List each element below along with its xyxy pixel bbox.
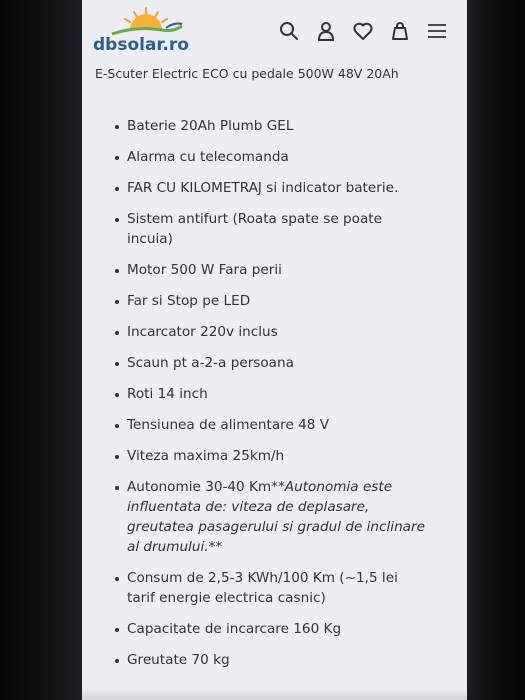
list-item: Incarcator 220v inclus	[82, 322, 467, 342]
list-item: Tensiunea de alimentare 48 V	[82, 415, 467, 435]
heart-icon[interactable]	[351, 19, 375, 43]
list-item: Baterie 20Ah Plumb GEL	[82, 116, 467, 136]
list-item: FAR CU KILOMETRAJ si indicator baterie.	[82, 178, 467, 198]
list-item: Sistem antifurt (Roata spate se poate incuia)	[82, 209, 467, 249]
list-item: Greutate 70 kg	[82, 650, 467, 670]
product-title: E-Scuter Electric ECO cu pedale 500W 48V 20Ah	[95, 66, 399, 81]
device-frame-left	[0, 0, 82, 700]
phone-screen	[82, 0, 467, 700]
list-item: Consum de 2,5-3 KWh/100 Km (~1,5 lei tarif energie electrica casnic)	[82, 568, 467, 608]
list-item: Motor 500 W Fara perii	[82, 260, 467, 280]
search-icon[interactable]	[277, 19, 301, 43]
autonomy-note: Autonomia este influentata de: viteza de deplasare, greutatea pasagerului si gradul de inclinare al drumului.**	[127, 479, 425, 555]
logo-text: dbsolar.ro	[93, 35, 189, 55]
site-logo[interactable]	[92, 4, 202, 54]
list-item: Scaun pt a-2-a persoana	[82, 353, 467, 373]
list-item: Roti 14 inch	[82, 384, 467, 404]
bag-icon[interactable]	[388, 19, 412, 43]
header-icons	[277, 18, 449, 44]
list-item: Alarma cu telecomanda	[82, 147, 467, 167]
list-item-autonomy	[82, 477, 467, 557]
site-header	[82, 0, 467, 60]
screen-bottom-edge	[82, 688, 467, 700]
sun-logo-icon	[106, 4, 186, 38]
feature-list	[82, 116, 467, 681]
list-item: Far si Stop pe LED	[82, 291, 467, 311]
user-icon[interactable]	[314, 19, 338, 43]
menu-icon[interactable]	[425, 19, 449, 43]
list-item: Viteza maxima 25km/h	[82, 446, 467, 466]
list-item: Capacitate de incarcare 160 Kg	[82, 619, 467, 639]
autonomy-prefix: Autonomie 30-40 Km**	[127, 479, 285, 495]
device-frame-right	[467, 0, 525, 700]
